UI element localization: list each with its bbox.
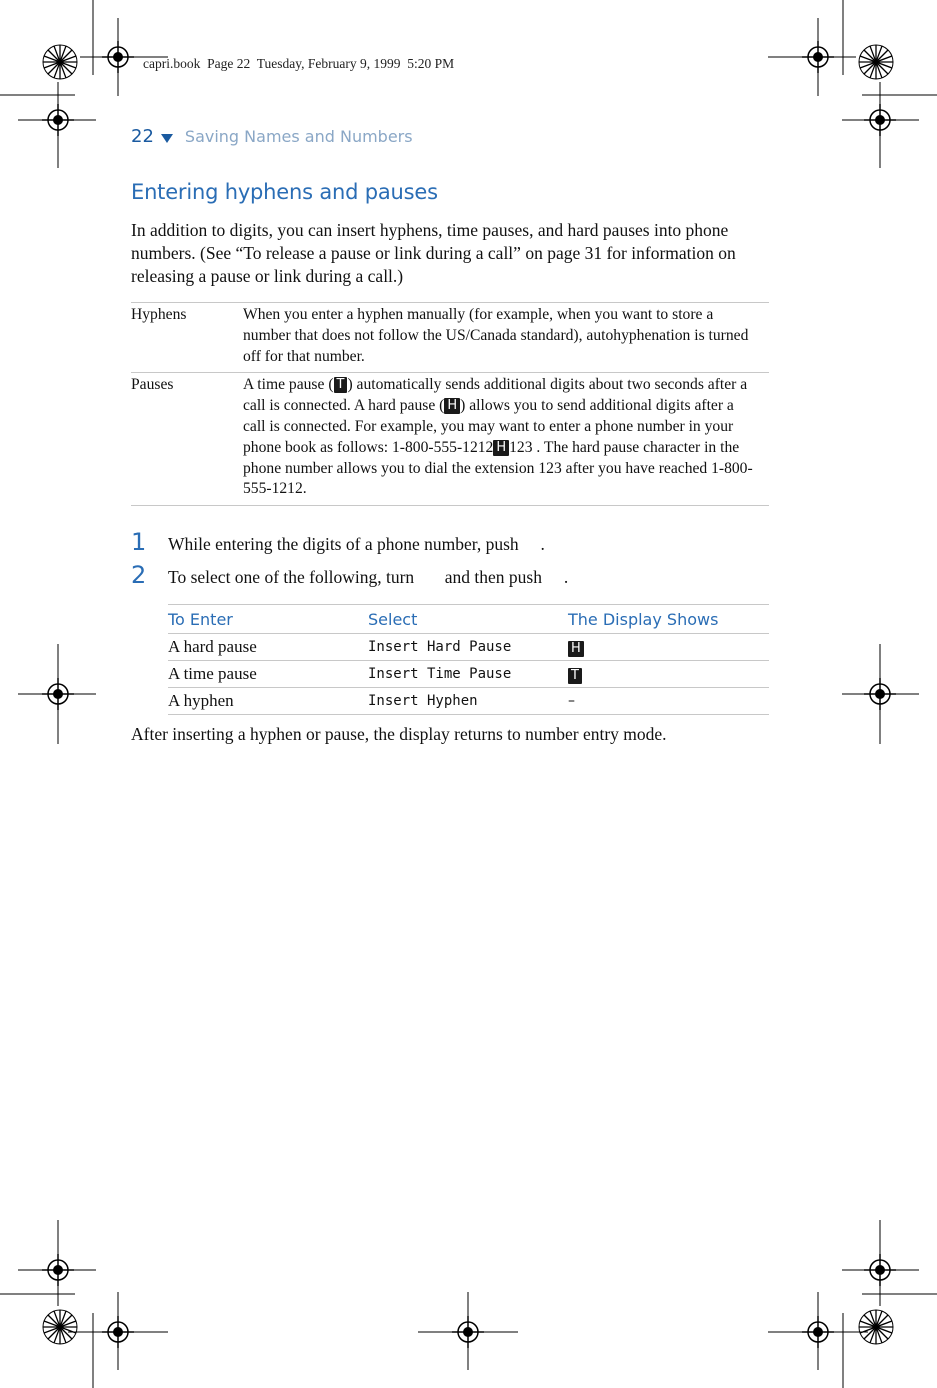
cell-select: Insert Hyphen — [368, 693, 478, 709]
column-header: Select — [368, 609, 418, 629]
time-pause-icon: T — [568, 668, 582, 684]
running-header — [131, 126, 413, 147]
step-1 — [131, 528, 545, 556]
cell-enter: A time pause — [168, 664, 257, 683]
options-table — [168, 604, 769, 715]
definition-desc: A time pause ( T ) automatically sends additional digits about two seconds after a call is connected. A hard pause ( H ) allows you to send additional digits after a call is connected. For example, you may want to enter a phone number in your phone book as follows: 1-800-555-1212 H 123 . The hard pause character in the phone number allows you to dial the extension 123 after you have reached 1-800-555-1212. — [243, 376, 753, 498]
cell-display — [568, 638, 769, 657]
intro-paragraph: In addition to digits, you can insert hyphens, time pauses, and hard pauses into phone numbers. (See “To release a pause or link during a call” on page 31 for information on releasing a pause or link during a call.) — [131, 220, 736, 286]
table-header-row — [168, 605, 769, 634]
step-text: While entering the digits of a phone number, push . — [168, 534, 545, 554]
time-pause-icon: T — [334, 377, 348, 393]
triangle-down-icon — [161, 134, 173, 143]
step-2 — [131, 561, 568, 589]
step-number: 2 — [131, 561, 147, 589]
definition-row — [131, 303, 769, 373]
step-number: 1 — [131, 528, 147, 556]
table-row — [168, 688, 769, 715]
print-slug: capri.book Page 22 Tuesday, February 9, 1999 5:20 PM — [143, 56, 455, 71]
section-title: Saving Names and Numbers — [184, 127, 413, 146]
star-target-icon — [859, 1310, 893, 1344]
hard-pause-icon: H — [568, 641, 584, 657]
column-header: To Enter — [168, 609, 233, 629]
step-text: To select one of the following, turn and then push . — [168, 567, 569, 587]
hard-pause-icon: H — [444, 398, 460, 414]
hard-pause-icon: H — [493, 440, 509, 456]
cell-display: – — [568, 693, 575, 709]
definition-table — [131, 302, 769, 506]
star-target-icon — [43, 1310, 77, 1344]
star-target-icon — [859, 45, 893, 79]
definition-term: Hyphens — [131, 306, 187, 323]
column-header: The Display Shows — [568, 609, 719, 629]
table-row — [168, 661, 769, 688]
page-title: Entering hyphens and pauses — [131, 180, 438, 204]
closing-paragraph: After inserting a hyphen or pause, the display returns to number entry mode. — [131, 724, 667, 744]
cell-enter: A hyphen — [168, 691, 234, 710]
cell-select: Insert Time Pause — [368, 666, 512, 682]
definition-row — [131, 373, 769, 506]
cell-display — [568, 665, 769, 684]
cell-select: Insert Hard Pause — [368, 639, 512, 655]
cell-enter: A hard pause — [168, 637, 257, 656]
page-number: 22 — [131, 126, 154, 147]
definition-desc: When you enter a hyphen manually (for example, when you want to store a number that does not follow the US/Canada standard), autohyphenation is turned off for that number. — [243, 306, 749, 365]
table-row — [168, 634, 769, 661]
star-target-icon — [43, 45, 77, 79]
definition-term: Pauses — [131, 376, 174, 394]
